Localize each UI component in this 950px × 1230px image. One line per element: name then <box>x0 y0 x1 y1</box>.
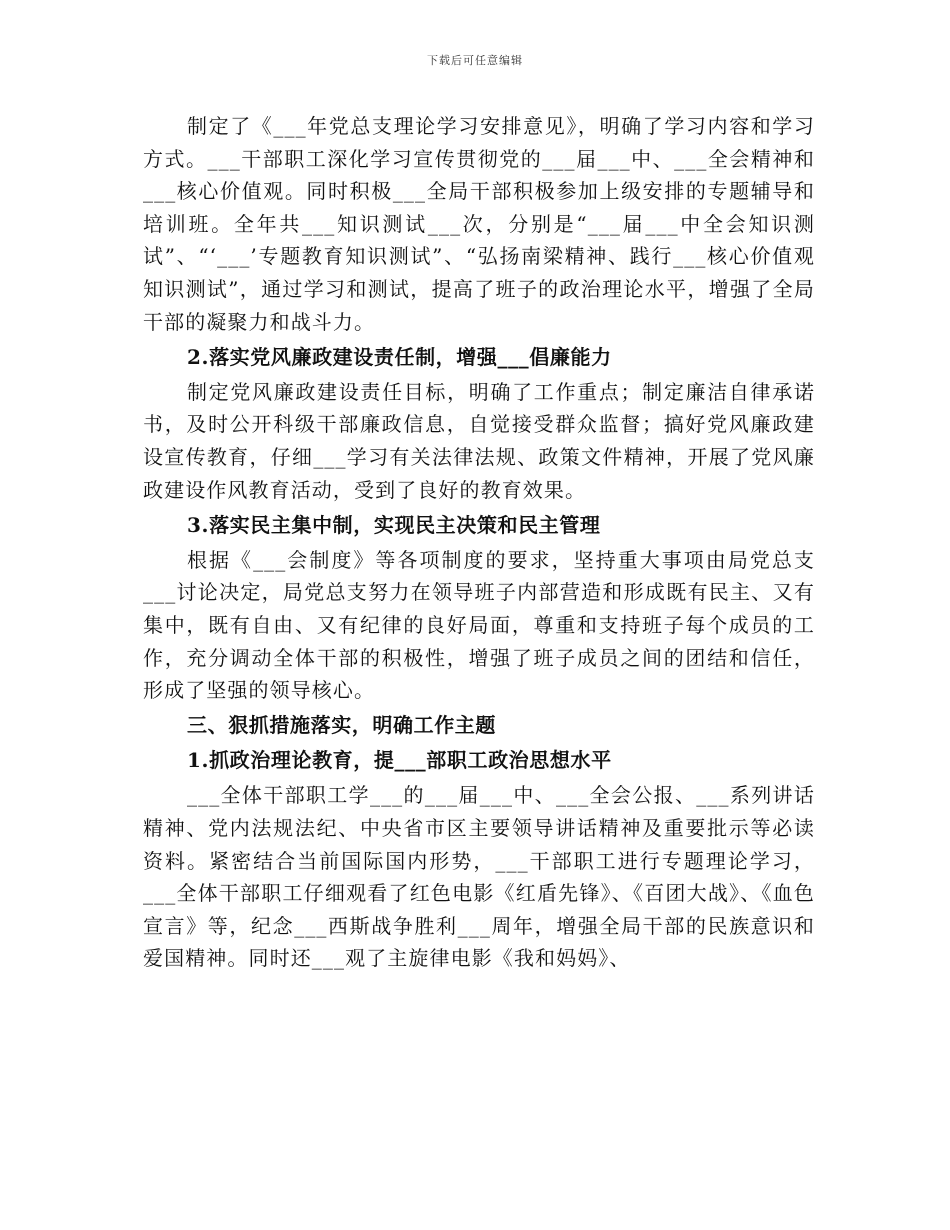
paragraph-study-plan: 制定了《___年党总支理论学习安排意见》，明确了学习内容和学习方式。___干部职工深化学习宣传贯彻党的___届___中、___全会精神和___核心价值观。同时积极___全局干部积极参加上级安排的专题辅导和培训班。全年共___知识测试___次，分别是“___届___中全会知识测试”、“‘___’专题教育知识测试”、“弘扬南梁精神、践行___核心价值观知识测试”，通过学习和测试，提高了班子的政治理论水平，增强了全局干部的凝聚力和战斗力。 <box>143 114 815 334</box>
section-heading-political-education: 1.抓政治理论教育，提___部职工政治思想水平 <box>187 748 612 773</box>
section-heading-clean-governance: 2.落实党风廉政建设责任制，增强___倡廉能力 <box>187 344 612 369</box>
page-header: 下载后可任意编辑 <box>427 54 523 67</box>
section-heading-democratic-centralism: 3.落实民主集中制，实现民主决策和民主管理 <box>187 512 601 537</box>
paragraph-democratic-centralism: 根据《___会制度》等各项制度的要求，坚持重大事项由局党总支___讨论决定，局党总支努力在领导班子内部营造和形成既有民主、又有集中，既有自由、又有纪律的良好局面，尊重和支持班子每个成员的工作，充分调动全体干部的积极性，增强了班子成员之间的团结和信任，形成了坚强的领导核心。 <box>143 547 815 703</box>
paragraph-political-education: ___全体干部职工学___的___届___中、___全会公报、___系列讲话精神、党内法规法纪、中央省市区主要领导讲话精神及重要批示等必读资料。紧密结合当前国际国内形势，___干部职工进行专题理论学习，___全体干部职工仔细观看了红色电影《红盾先锋》、《百团大战》、《血色宣言》等，纪念___西斯战争胜利___周年，增强全局干部的民族意识和爱国精神。同时还___观了主旋律电影《我和妈妈》、 <box>143 783 815 971</box>
document-body <box>143 110 815 975</box>
chapter-heading-measures: 三、狠抓措施落实，明确工作主题 <box>187 713 496 738</box>
paragraph-clean-governance: 制定党风廉政建设责任目标，明确了工作重点；制定廉洁自律承诺书，及时公开科级干部廉政信息，自觉接受群众监督；搞好党风廉政建设宣传教育，仔细___学习有关法律法规、政策文件精神，开展了党风廉政建设作风教育活动，受到了良好的教育效果。 <box>143 379 815 502</box>
